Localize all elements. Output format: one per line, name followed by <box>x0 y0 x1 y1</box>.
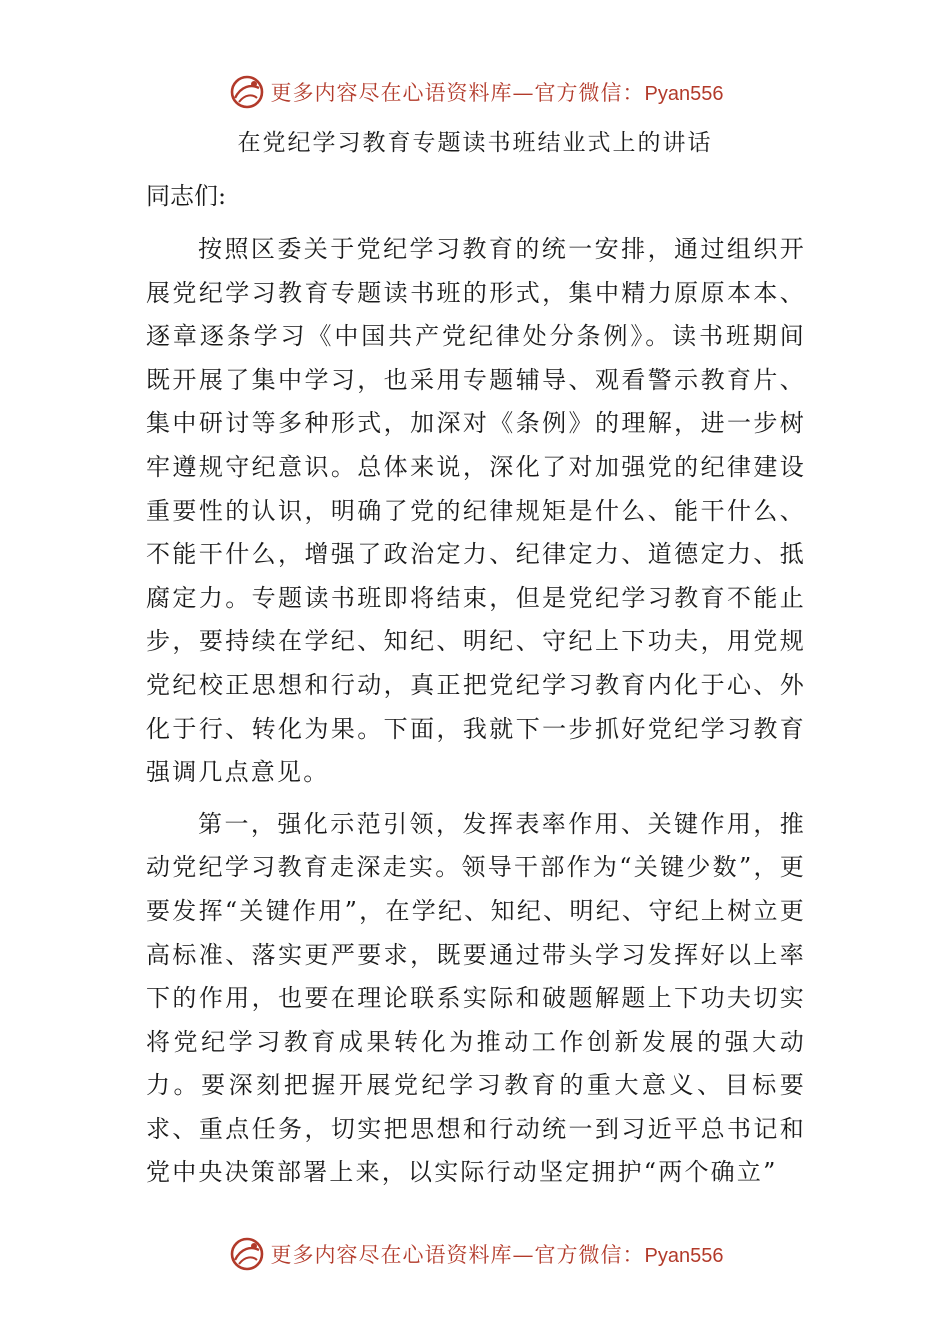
paragraph: 第一，强化示范引领，发挥表率作用、关键作用，推动党纪学习教育走深走实。领导干部作为“关键少数”，更要发挥“关键作用”，在学纪、知纪、明纪、守纪上树立更高标准、落实更严要求，既要通过带头学习发挥好以上率下的作用，也要在理论联系实际和破题解题上下功夫切实将党纪学习教育成果转化为推动工作创新发展的强大动力。要深刻把握开展党纪学习教育的重大意义、目标要求、重点任务，切实把思想和行动统一到习近平总书记和党中央决策部署上来，以实际行动坚定拥护“两个确立” <box>146 809 806 1187</box>
watermark-handle: Pyan556 <box>644 83 724 105</box>
salutation: 同志们: <box>146 182 227 210</box>
document-body <box>146 228 806 1203</box>
cloud-swirl-logo-icon <box>227 1234 267 1274</box>
watermark-promo-text: 更多内容尽在心语资料库—官方微信： <box>270 81 645 105</box>
watermark-promo <box>271 77 724 107</box>
footer-watermark <box>0 1232 950 1276</box>
watermark-promo <box>271 1239 724 1269</box>
paragraph: 按照区委关于党纪学习教育的统一安排，通过组织开展党纪学习教育专题读书班的形式，集中精力原原本本、逐章逐条学习《中国共产党纪律处分条例》。读书班期间既开展了集中学习，也采用专题辅导、观看警示教育片、集中研讨等多种形式，加深对《条例》的理解，进一步树牢遵规守纪意识。总体来说，深化了对加强党的纪律建设重要性的认识，明确了党的纪律规矩是什么、能干什么、不能干什么，增强了政治定力、纪律定力、道德定力、抵腐定力。专题读书班即将结束，但是党纪学习教育不能止步，要持续在学纪、知纪、明纪、守纪上下功夫，用党规党纪校正思想和行动，真正把党纪学习教育内化于心、外化于行、转化为果。下面，我就下一步抓好党纪学习教育强调几点意见。 <box>146 235 806 787</box>
cloud-swirl-logo-icon <box>227 72 267 112</box>
header-watermark <box>0 70 950 114</box>
watermark-handle: Pyan556 <box>644 1245 724 1267</box>
watermark-promo-text: 更多内容尽在心语资料库—官方微信： <box>270 1243 645 1267</box>
document-title: 在党纪学习教育专题读书班结业式上的讲话 <box>237 130 713 156</box>
